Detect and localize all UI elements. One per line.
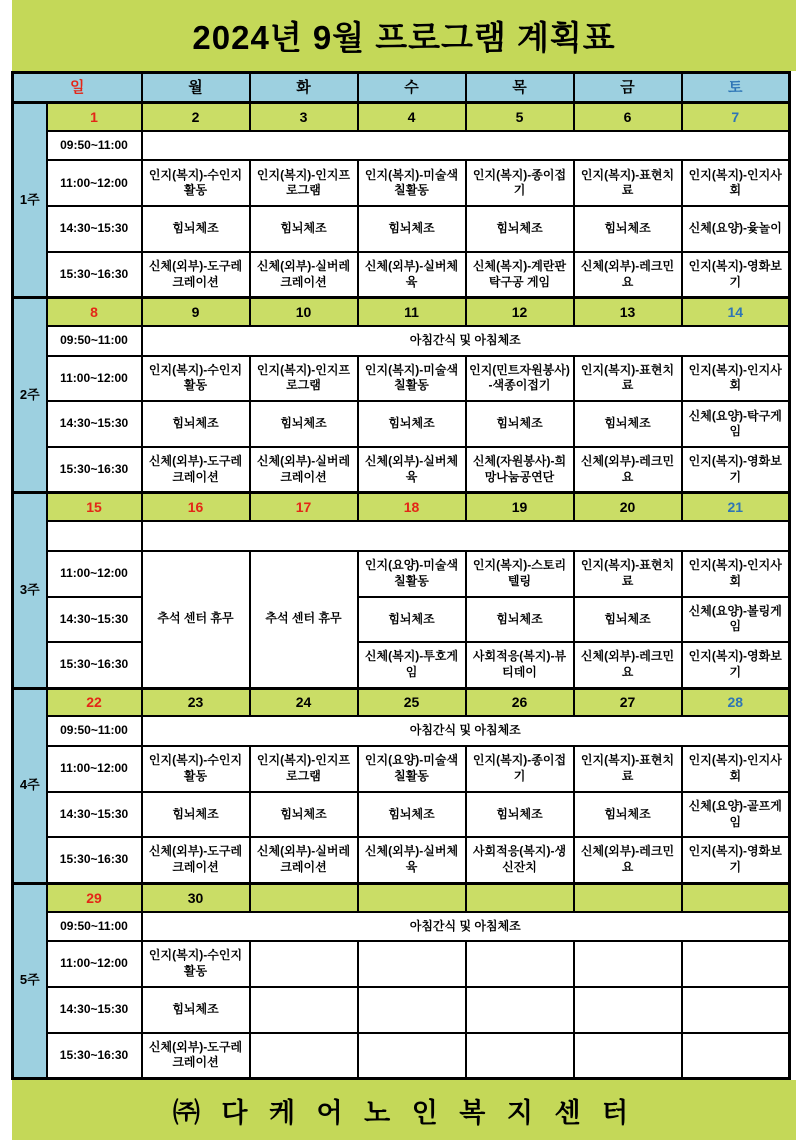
date-cell: 22 <box>47 688 142 716</box>
activity-cell: 인지(복지)-수인지활동 <box>142 356 250 402</box>
activity-cell <box>466 1033 574 1079</box>
activity-cell: 인지(복지)-영화보기 <box>682 447 790 493</box>
activity-row <box>13 1033 790 1079</box>
activity-cell: 사회적응(복지)-생신잔치 <box>466 837 574 883</box>
activity-cell: 힘뇌체조 <box>142 206 250 252</box>
date-cell: 2 <box>142 103 250 131</box>
activity-cell: 사회적응(복지)-뷰티데이 <box>466 642 574 688</box>
activity-row <box>13 642 790 688</box>
activity-cell: 힘뇌체조 <box>358 597 466 643</box>
activity-cell <box>682 941 790 987</box>
date-cell: 4 <box>358 103 466 131</box>
date-cell <box>466 883 574 911</box>
activity-row <box>13 597 790 643</box>
activity-cell: 신체(외부)-도구레크레이션 <box>142 1033 250 1079</box>
activity-cell: 인지(복지)-인지프로그램 <box>250 356 358 402</box>
morning-activity-cell: 아침간식 및 아침체조 <box>142 326 790 355</box>
morning-row <box>13 716 790 745</box>
date-cell: 26 <box>466 688 574 716</box>
time-cell <box>47 521 142 550</box>
activity-cell <box>250 1033 358 1079</box>
activity-cell: 인지(복지)-영화보기 <box>682 252 790 298</box>
date-row <box>13 493 790 521</box>
activity-cell: 힘뇌체조 <box>574 401 682 447</box>
activity-cell <box>682 987 790 1033</box>
activity-cell: 인지(복지)-인지사회 <box>682 356 790 402</box>
activity-cell: 신체(외부)-도구레크레이션 <box>142 447 250 493</box>
time-cell: 11:00~12:00 <box>47 551 142 597</box>
activity-cell: 힘뇌체조 <box>358 792 466 838</box>
activity-cell: 신체(외부)-레크민요 <box>574 447 682 493</box>
day-header-4: 수 <box>358 73 466 103</box>
activity-row <box>13 356 790 402</box>
program-schedule-table <box>11 71 791 1080</box>
time-cell: 11:00~12:00 <box>47 160 142 206</box>
activity-cell: 추석 센터 휴무 <box>250 551 358 688</box>
activity-cell: 인지(복지)-인지프로그램 <box>250 160 358 206</box>
time-cell: 09:50~11:00 <box>47 131 142 160</box>
time-cell: 14:30~15:30 <box>47 401 142 447</box>
morning-row <box>13 326 790 355</box>
day-header-2: 월 <box>142 73 250 103</box>
activity-cell: 힘뇌체조 <box>574 206 682 252</box>
date-cell: 25 <box>358 688 466 716</box>
date-row <box>13 883 790 911</box>
activity-cell: 신체(요양)-탁구게임 <box>682 401 790 447</box>
activity-cell: 신체(외부)-레크민요 <box>574 252 682 298</box>
week-label: 3주 <box>13 493 47 688</box>
time-cell: 15:30~16:30 <box>47 837 142 883</box>
morning-row <box>13 521 790 550</box>
activity-cell: 인지(복지)-인지사회 <box>682 160 790 206</box>
activity-cell: 인지(복지)-영화보기 <box>682 837 790 883</box>
activity-cell: 신체(외부)-실버체육 <box>358 447 466 493</box>
time-cell: 09:50~11:00 <box>47 716 142 745</box>
activity-cell: 인지(복지)-영화보기 <box>682 642 790 688</box>
activity-row <box>13 447 790 493</box>
activity-cell: 인지(복지)-표현치료 <box>574 160 682 206</box>
activity-cell: 인지(복지)-수인지활동 <box>142 746 250 792</box>
time-cell: 14:30~15:30 <box>47 987 142 1033</box>
activity-row <box>13 252 790 298</box>
morning-row <box>13 912 790 941</box>
date-cell: 27 <box>574 688 682 716</box>
morning-activity-cell: 아침간식 및 아침체조 <box>142 912 790 941</box>
time-cell: 11:00~12:00 <box>47 356 142 402</box>
date-cell: 15 <box>47 493 142 521</box>
date-cell: 17 <box>250 493 358 521</box>
time-cell: 14:30~15:30 <box>47 597 142 643</box>
date-cell: 14 <box>682 298 790 326</box>
activity-cell: 인지(복지)-미술색칠활동 <box>358 356 466 402</box>
morning-activity-cell: 아침간식 및 아침체조 <box>142 716 790 745</box>
date-cell: 13 <box>574 298 682 326</box>
date-cell <box>682 883 790 911</box>
activity-row <box>13 551 790 597</box>
activity-cell: 인지(복지)-스토리텔링 <box>466 551 574 597</box>
activity-cell: 인지(복지)-표현치료 <box>574 356 682 402</box>
activity-cell: 신체(외부)-실버체육 <box>358 837 466 883</box>
date-cell: 30 <box>142 883 250 911</box>
date-cell: 20 <box>574 493 682 521</box>
activity-cell: 인지(요양)-미술색칠활동 <box>358 746 466 792</box>
date-cell: 12 <box>466 298 574 326</box>
day-header-3: 화 <box>250 73 358 103</box>
week-label: 4주 <box>13 688 47 883</box>
activity-cell: 힘뇌체조 <box>466 597 574 643</box>
morning-row <box>13 131 790 160</box>
activity-cell <box>574 941 682 987</box>
date-row <box>13 688 790 716</box>
time-cell: 15:30~16:30 <box>47 642 142 688</box>
date-cell: 21 <box>682 493 790 521</box>
activity-cell <box>466 987 574 1033</box>
activity-cell: 신체(복지)-투호게임 <box>358 642 466 688</box>
activity-cell <box>358 941 466 987</box>
activity-cell: 힘뇌체조 <box>142 401 250 447</box>
time-cell: 14:30~15:30 <box>47 792 142 838</box>
activity-cell: 힘뇌체조 <box>250 206 358 252</box>
activity-cell <box>250 987 358 1033</box>
time-cell: 09:50~11:00 <box>47 326 142 355</box>
activity-row <box>13 941 790 987</box>
activity-cell: 인지(민트자원봉사)-색종이접기 <box>466 356 574 402</box>
activity-cell: 힘뇌체조 <box>142 987 250 1033</box>
activity-cell: 신체(외부)-실버레크레이션 <box>250 252 358 298</box>
activity-cell: 신체(외부)-실버레크레이션 <box>250 447 358 493</box>
activity-cell: 신체(외부)-도구레크레이션 <box>142 837 250 883</box>
time-cell: 15:30~16:30 <box>47 1033 142 1079</box>
date-cell: 18 <box>358 493 466 521</box>
activity-cell: 인지(복지)-미술색칠활동 <box>358 160 466 206</box>
activity-row <box>13 837 790 883</box>
day-header-1: 일 <box>13 73 142 103</box>
activity-cell <box>358 1033 466 1079</box>
date-cell: 7 <box>682 103 790 131</box>
activity-cell <box>466 941 574 987</box>
activity-cell: 신체(요양)-볼링게임 <box>682 597 790 643</box>
activity-row <box>13 792 790 838</box>
activity-cell: 신체(외부)-실버레크레이션 <box>250 837 358 883</box>
day-header-6: 금 <box>574 73 682 103</box>
week-label: 2주 <box>13 298 47 493</box>
activity-cell: 힘뇌체조 <box>466 792 574 838</box>
morning-activity-cell <box>142 131 790 160</box>
activity-cell <box>574 1033 682 1079</box>
date-cell: 29 <box>47 883 142 911</box>
activity-cell: 인지(복지)-표현치료 <box>574 551 682 597</box>
week-label: 5주 <box>13 883 47 1078</box>
activity-cell: 힘뇌체조 <box>250 401 358 447</box>
date-cell: 3 <box>250 103 358 131</box>
activity-cell: 인지(복지)-수인지활동 <box>142 941 250 987</box>
activity-cell: 인지(복지)-인지사회 <box>682 551 790 597</box>
activity-cell <box>250 941 358 987</box>
activity-cell: 힘뇌체조 <box>358 401 466 447</box>
morning-activity-cell <box>142 521 790 550</box>
date-row <box>13 103 790 131</box>
day-header-7: 토 <box>682 73 790 103</box>
activity-cell: 힘뇌체조 <box>142 792 250 838</box>
activity-cell: 인지(복지)-인지사회 <box>682 746 790 792</box>
activity-cell: 힘뇌체조 <box>574 792 682 838</box>
time-cell: 15:30~16:30 <box>47 252 142 298</box>
day-header-row <box>13 73 790 103</box>
activity-cell: 추석 센터 휴무 <box>142 551 250 688</box>
date-cell <box>250 883 358 911</box>
activity-cell: 인지(복지)-종이접기 <box>466 160 574 206</box>
date-cell: 8 <box>47 298 142 326</box>
activity-cell <box>574 987 682 1033</box>
activity-cell: 신체(외부)-도구레크레이션 <box>142 252 250 298</box>
date-cell: 9 <box>142 298 250 326</box>
activity-row <box>13 987 790 1033</box>
activity-cell: 인지(요양)-미술색칠활동 <box>358 551 466 597</box>
week-label: 1주 <box>13 103 47 298</box>
activity-cell: 인지(복지)-수인지활동 <box>142 160 250 206</box>
date-cell: 5 <box>466 103 574 131</box>
title-band <box>12 0 796 71</box>
activity-cell: 인지(복지)-인지프로그램 <box>250 746 358 792</box>
date-row <box>13 298 790 326</box>
time-cell: 11:00~12:00 <box>47 941 142 987</box>
date-cell <box>574 883 682 911</box>
date-cell: 6 <box>574 103 682 131</box>
activity-cell: 신체(요양)-윷놀이 <box>682 206 790 252</box>
date-cell: 11 <box>358 298 466 326</box>
activity-cell: 신체(외부)-실버체육 <box>358 252 466 298</box>
time-cell: 11:00~12:00 <box>47 746 142 792</box>
activity-cell: 힘뇌체조 <box>466 206 574 252</box>
date-cell: 19 <box>466 493 574 521</box>
center-name: ㈜ 다 케 어 노 인 복 지 센 터 <box>172 1097 636 1128</box>
page-title: 2024년 9월 프로그램 계획표 <box>192 19 616 56</box>
footer-band <box>12 1080 796 1140</box>
time-cell: 14:30~15:30 <box>47 206 142 252</box>
activity-row <box>13 746 790 792</box>
activity-cell <box>358 987 466 1033</box>
schedule-body <box>13 103 790 1079</box>
date-cell: 24 <box>250 688 358 716</box>
activity-row <box>13 206 790 252</box>
activity-cell: 신체(외부)-레크민요 <box>574 837 682 883</box>
activity-row <box>13 401 790 447</box>
activity-cell <box>682 1033 790 1079</box>
activity-cell: 인지(복지)-종이접기 <box>466 746 574 792</box>
day-header-5: 목 <box>466 73 574 103</box>
activity-cell: 힘뇌체조 <box>250 792 358 838</box>
activity-cell: 힘뇌체조 <box>574 597 682 643</box>
date-cell: 16 <box>142 493 250 521</box>
activity-row <box>13 160 790 206</box>
date-cell: 23 <box>142 688 250 716</box>
activity-cell: 힘뇌체조 <box>358 206 466 252</box>
activity-cell: 신체(외부)-레크민요 <box>574 642 682 688</box>
date-cell: 1 <box>47 103 142 131</box>
activity-cell: 신체(요양)-골프게임 <box>682 792 790 838</box>
date-cell <box>358 883 466 911</box>
date-cell: 10 <box>250 298 358 326</box>
activity-cell: 신체(복지)-계란판 탁구공 게임 <box>466 252 574 298</box>
time-cell: 15:30~16:30 <box>47 447 142 493</box>
activity-cell: 인지(복지)-표현치료 <box>574 746 682 792</box>
activity-cell: 힘뇌체조 <box>466 401 574 447</box>
time-cell: 09:50~11:00 <box>47 912 142 941</box>
activity-cell: 신체(자원봉사)-희망나눔공연단 <box>466 447 574 493</box>
date-cell: 28 <box>682 688 790 716</box>
